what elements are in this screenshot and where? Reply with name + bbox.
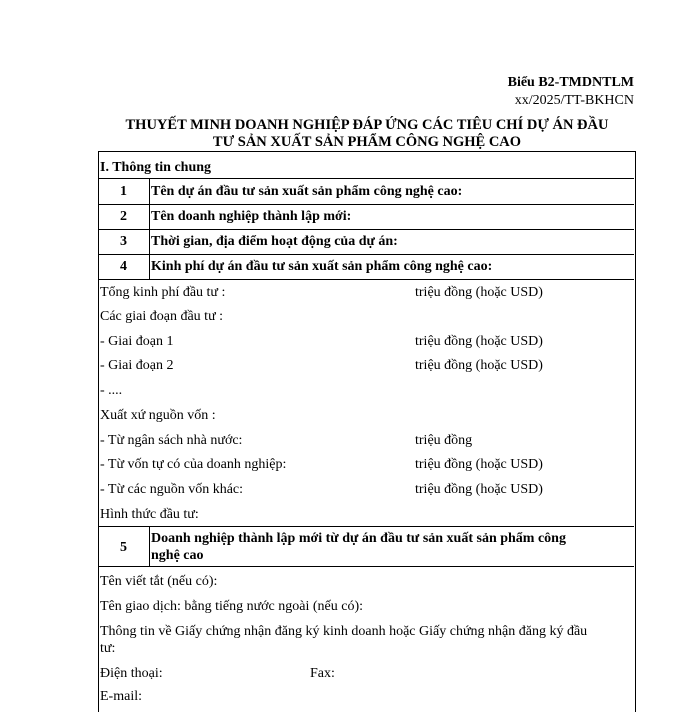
number-column-divider [149, 526, 150, 566]
email-label: E-mail: [100, 689, 142, 704]
abbreviation-label: Tên viết tắt (nếu có): [100, 574, 218, 589]
investment-form-label: Hình thức đầu tư: [100, 507, 199, 522]
row-divider [98, 526, 634, 527]
phase-1-unit: triệu đồng (hoặc USD) [415, 334, 543, 349]
trade-name-label: Tên giao dịch: bằng tiếng nước ngoài (nếu có): [100, 599, 364, 614]
circular-number: xx/2025/TT-BKHCN [514, 93, 634, 108]
row-label: Thời gian, địa điểm hoạt động của dự án: [151, 234, 398, 249]
other-sources-unit: triệu đồng (hoặc USD) [415, 482, 543, 497]
row-divider [98, 279, 634, 280]
own-capital-unit: triệu đồng (hoặc USD) [415, 457, 543, 472]
other-sources-label: - Từ các nguồn vốn khác: [100, 482, 244, 497]
phase-2-label: - Giai đoạn 2 [100, 358, 174, 373]
more-phases-label: - .... [100, 383, 123, 398]
row-divider [98, 229, 634, 230]
title-line-1: THUYẾT MINH DOANH NGHIỆP ĐÁP ỨNG CÁC TIÊU CHÍ DỰ ÁN ĐẦU [125, 117, 609, 133]
row-number: 1 [120, 184, 127, 199]
phone-label: Điện thoại: [100, 666, 163, 681]
section-heading: I. Thông tin chung [100, 160, 212, 175]
row-label: Kinh phí dự án đầu tư sản xuất sản phẩm công nghệ cao: [151, 259, 493, 274]
total-funding-unit: triệu đồng (hoặc USD) [415, 285, 543, 300]
form-code: Biểu B2-TMDNTLM [507, 75, 634, 90]
state-budget-unit: triệu đồng [415, 433, 473, 448]
row-number: 4 [120, 259, 127, 274]
row-number: 2 [120, 209, 127, 224]
phases-label: Các giai đoạn đầu tư : [100, 309, 224, 324]
certificate-label-line-2: tư: [100, 641, 116, 656]
phase-2-unit: triệu đồng (hoặc USD) [415, 358, 543, 373]
row-divider [98, 566, 634, 567]
state-budget-label: - Từ ngân sách nhà nước: [100, 433, 243, 448]
row-label-line-2: nghệ cao [151, 548, 204, 563]
row-label: Tên doanh nghiệp thành lập mới: [151, 209, 352, 224]
phase-1-label: - Giai đoạn 1 [100, 334, 174, 349]
own-capital-label: - Từ vốn tự có của doanh nghiệp: [100, 457, 287, 472]
row-label: Tên dự án đầu tư sản xuất sản phẩm công nghệ cao: [151, 184, 463, 199]
row-divider [98, 204, 634, 205]
document-title [100, 117, 634, 151]
row-divider [98, 254, 634, 255]
certificate-label-line-1: Thông tin về Giấy chứng nhận đăng ký kinh doanh hoặc Giấy chứng nhận đăng ký đầu [100, 624, 588, 639]
title-line-2: TƯ SẢN XUẤT SẢN PHẨM CÔNG NGHỆ CAO [212, 134, 522, 150]
fax-label: Fax: [310, 666, 335, 681]
number-column-divider [149, 178, 150, 279]
row-label-line-1: Doanh nghiệp thành lập mới từ dự án đầu tư sản xuất sản phẩm công [151, 531, 566, 546]
row-number: 5 [120, 540, 127, 555]
total-funding-label: Tổng kinh phí đầu tư : [100, 285, 226, 300]
row-number: 3 [120, 234, 127, 249]
row-divider [98, 178, 634, 179]
funding-origin-label: Xuất xứ nguồn vốn : [100, 408, 216, 423]
